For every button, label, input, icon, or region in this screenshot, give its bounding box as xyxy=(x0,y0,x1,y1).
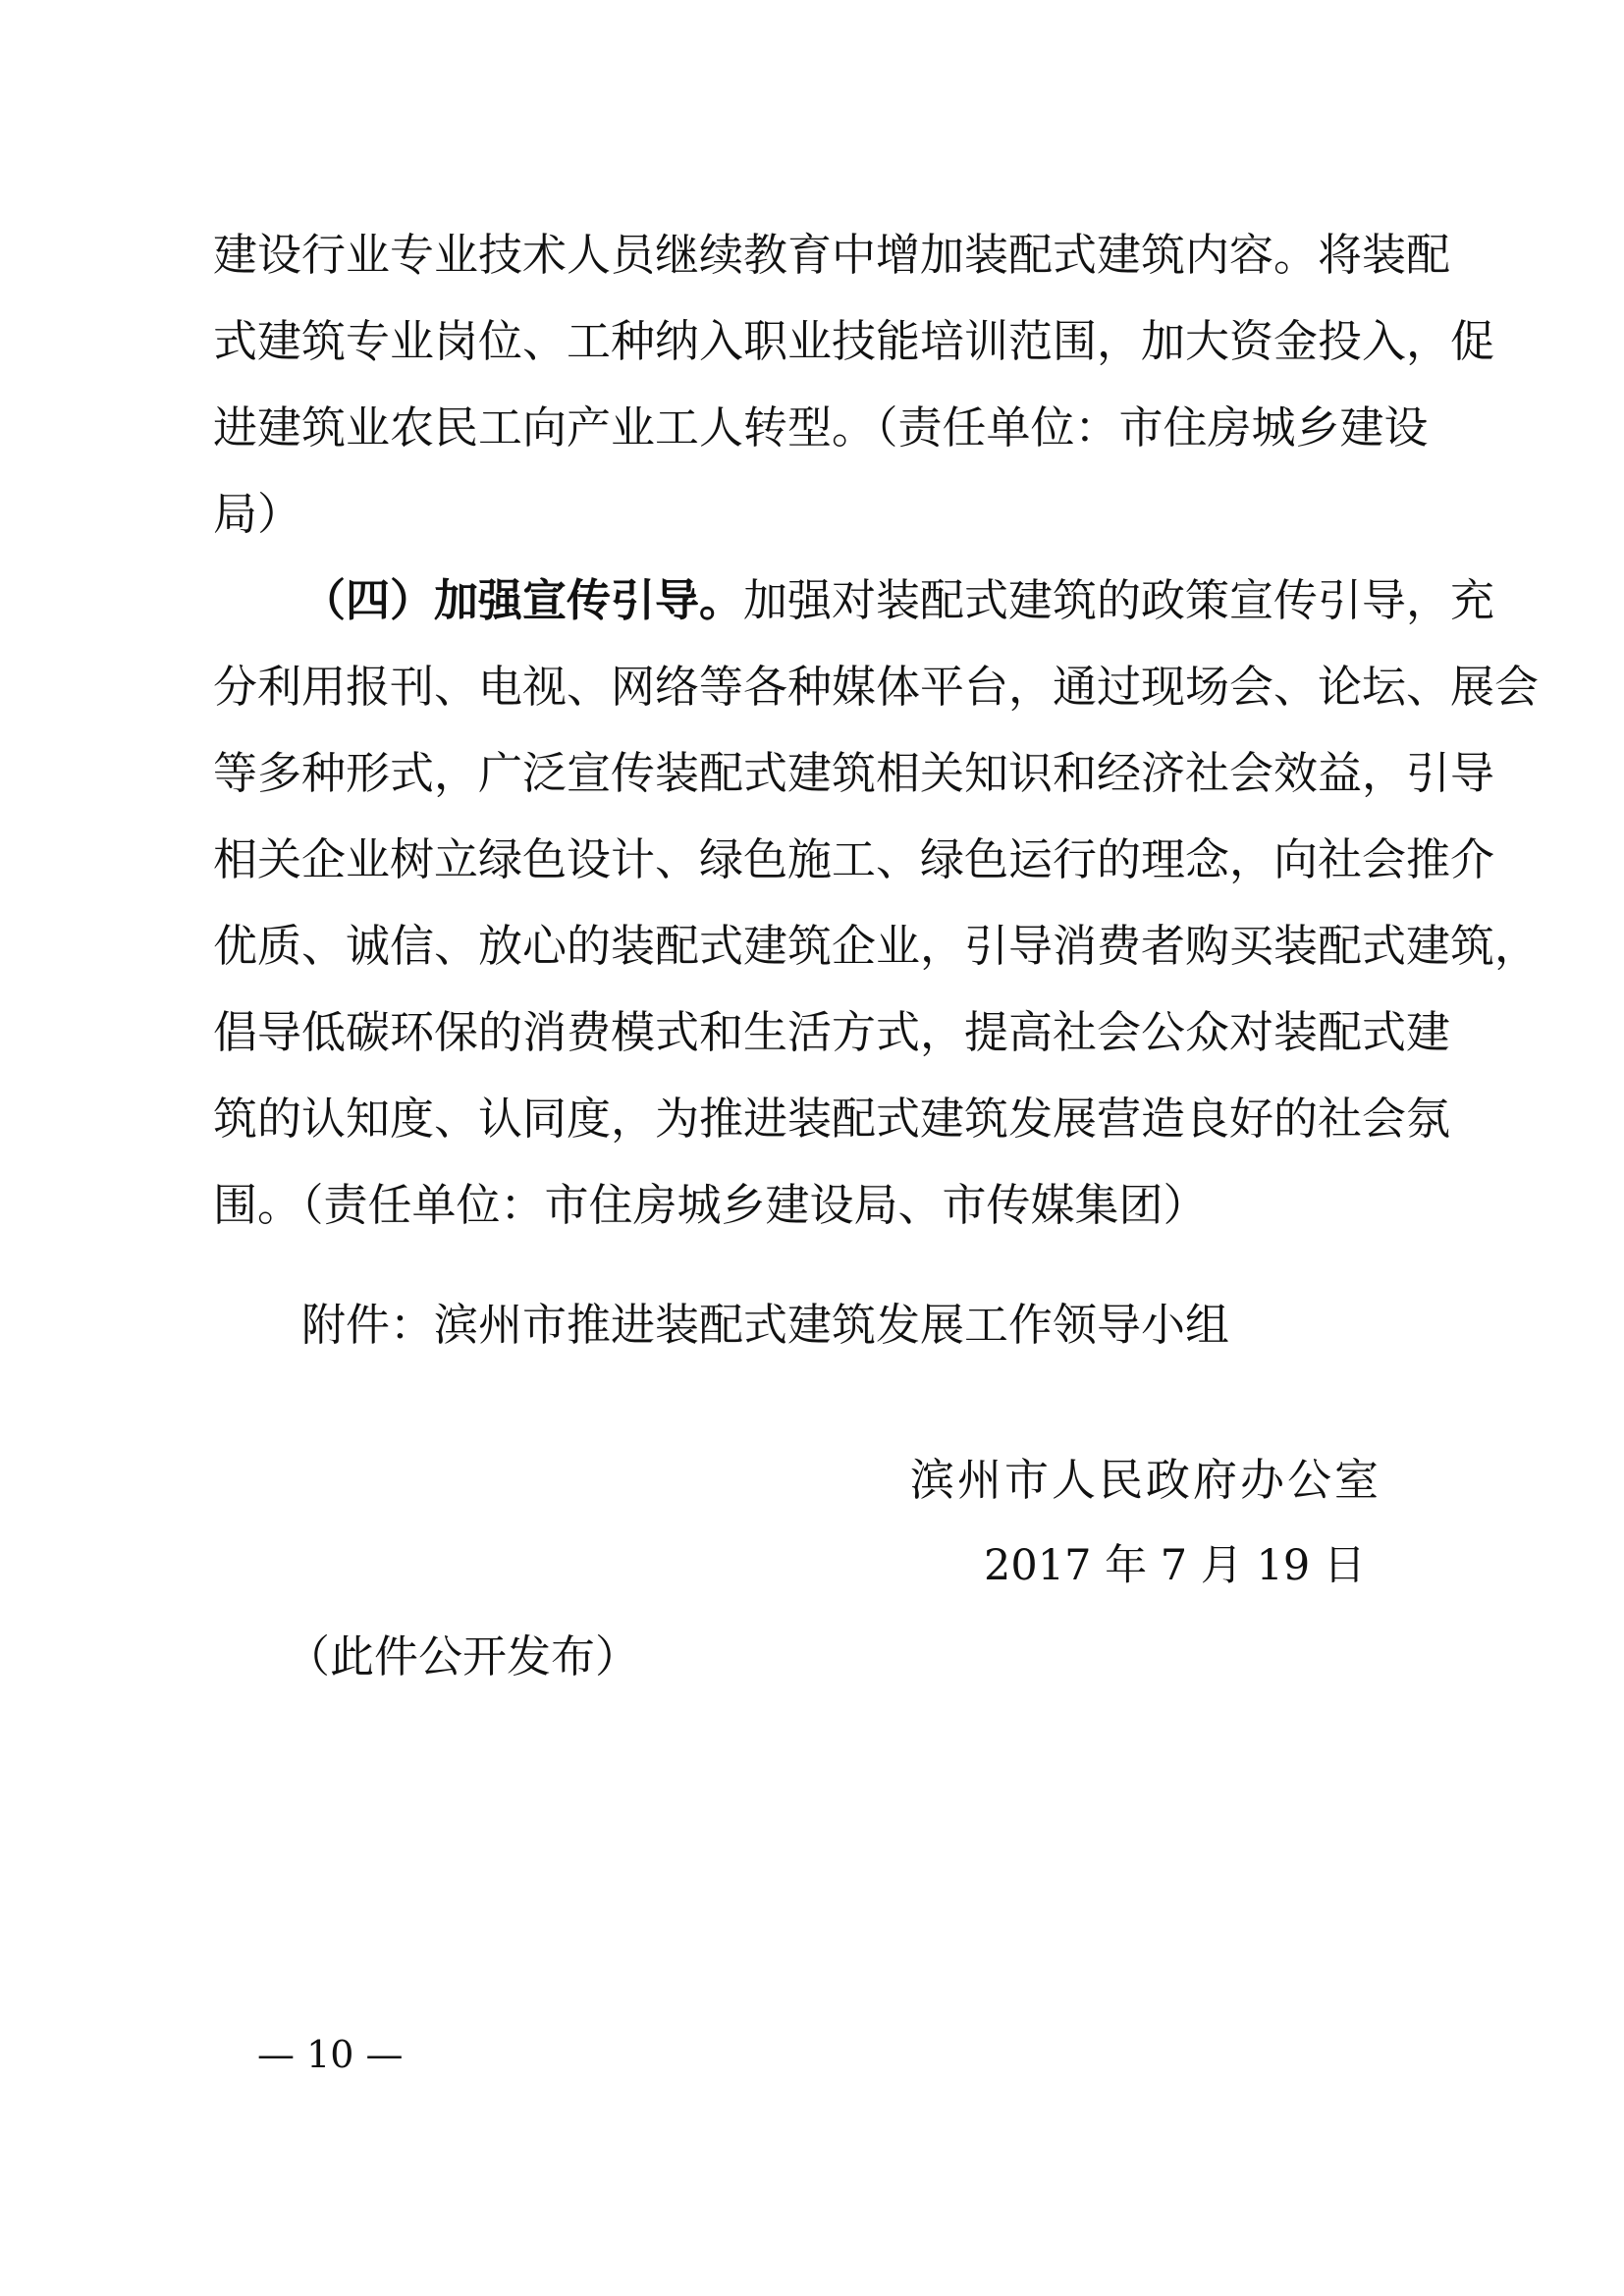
body-line: 进建筑业农民工向产业工人转型。（责任单位：市住房城乡建设 xyxy=(213,401,1429,454)
section-line: 相关企业树立绿色设计、绿色施工、绿色运行的理念，向社会推介 xyxy=(213,833,1495,885)
section-line: 筑的认知度、认同度，为推进装配式建筑发展营造良好的社会氛 xyxy=(213,1093,1451,1145)
publication-note: （此件公开发布） xyxy=(286,1630,640,1682)
section-line: 优质、诚信、放心的装配式建筑企业，引导消费者购买装配式建筑， xyxy=(213,920,1540,972)
section-line: 分利用报刊、电视、网络等各种媒体平台，通过现场会、论坛、展会 xyxy=(213,661,1540,713)
section-line: 围。（责任单位：市住房城乡建设局、市传媒集团） xyxy=(213,1179,1208,1231)
section-first-line xyxy=(301,573,1495,628)
section-line: 等多种形式，广泛宣传装配式建筑相关知识和经济社会效益，引导 xyxy=(213,747,1495,799)
attachment-line: 附件：滨州市推进装配式建筑发展工作领导小组 xyxy=(301,1299,1230,1351)
body-line: 式建筑专业岗位、工种纳入职业技能培训范围，加大资金投入，促 xyxy=(213,315,1495,367)
sender-name: 滨州市人民政府办公室 xyxy=(910,1454,1382,1506)
section-line: 倡导低碳环保的消费模式和生活方式，提高社会公众对装配式建 xyxy=(213,1006,1451,1058)
body-line: 建设行业专业技术人员继续教育中增加装配式建筑内容。将装配 xyxy=(213,229,1451,281)
issue-date: 2017 年 7 月 19 日 xyxy=(984,1541,1366,1590)
section-heading: （四）加强宣传引导。 xyxy=(301,574,744,626)
page-number: — 10 — xyxy=(257,2033,404,2076)
section-first-line-text: 加强对装配式建筑的政策宣传引导，充 xyxy=(743,574,1495,626)
body-line: 局） xyxy=(213,488,302,540)
